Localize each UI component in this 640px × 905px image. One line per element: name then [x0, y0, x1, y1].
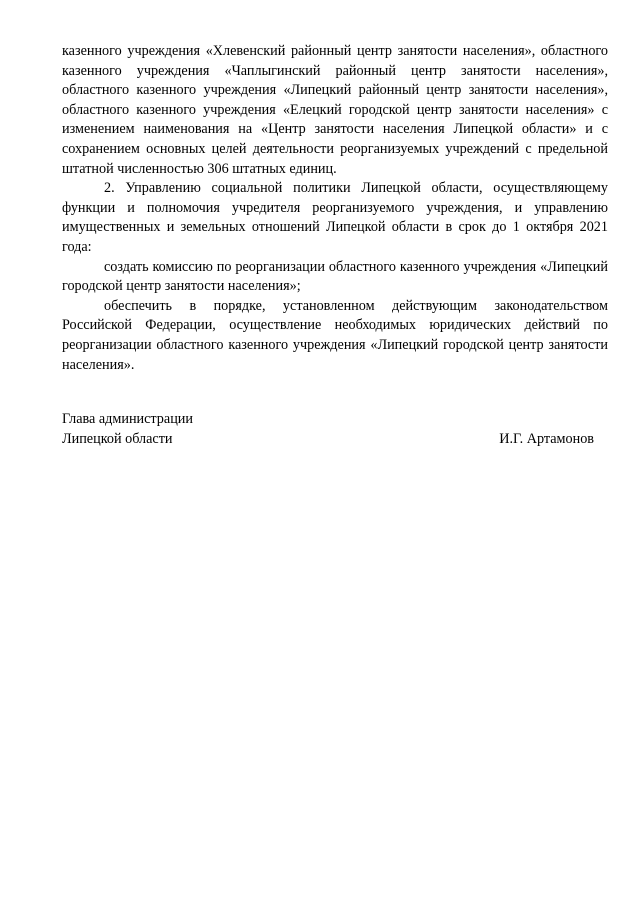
signatory-position-line-2: Липецкой области: [62, 430, 173, 447]
paragraph-ensure-actions: обеспечить в порядке, установленном действующим законодательством Российской Федерации, осуществление необходимых юридических действий по реорганизации областного казенного учреждения «Липецкий городской центр занятости населения».: [62, 297, 608, 373]
paragraph-continuation: казенного учреждения «Хлевенский районный центр занятости населения», областного казенного учреждения «Чаплыгинский районный центр занятости населения», областного казенного учреждения «Липецкий районный центр занятости населения», областного казенного учреждения «Елецкий городской центр занятости населения» с изменением наименования на «Центр занятости населения Липецкой области» и с сохранением основных целей деятельности реорганизуемых учреждений с предельной штатной численностью 306 штатных единиц.: [62, 43, 608, 177]
signatory-name: И.Г. Артамонов: [499, 430, 594, 447]
signatory-position-line-1: Глава администрации: [62, 411, 193, 427]
signature-block: [62, 410, 594, 449]
document-body: [62, 42, 608, 375]
signature-row: [62, 430, 594, 450]
paragraph-create-commission: создать комиссию по реорганизации областного казенного учреждения «Липецкий городской центр занятости населения»;: [62, 258, 608, 295]
paragraph-item-2: 2. Управлению социальной политики Липецкой области, осуществляющему функции и полномочия учредителя реорганизуемого учреждения, и управлению имущественных и земельных отношений Липецкой области в срок до 1 октября 2021 года:: [62, 180, 608, 255]
